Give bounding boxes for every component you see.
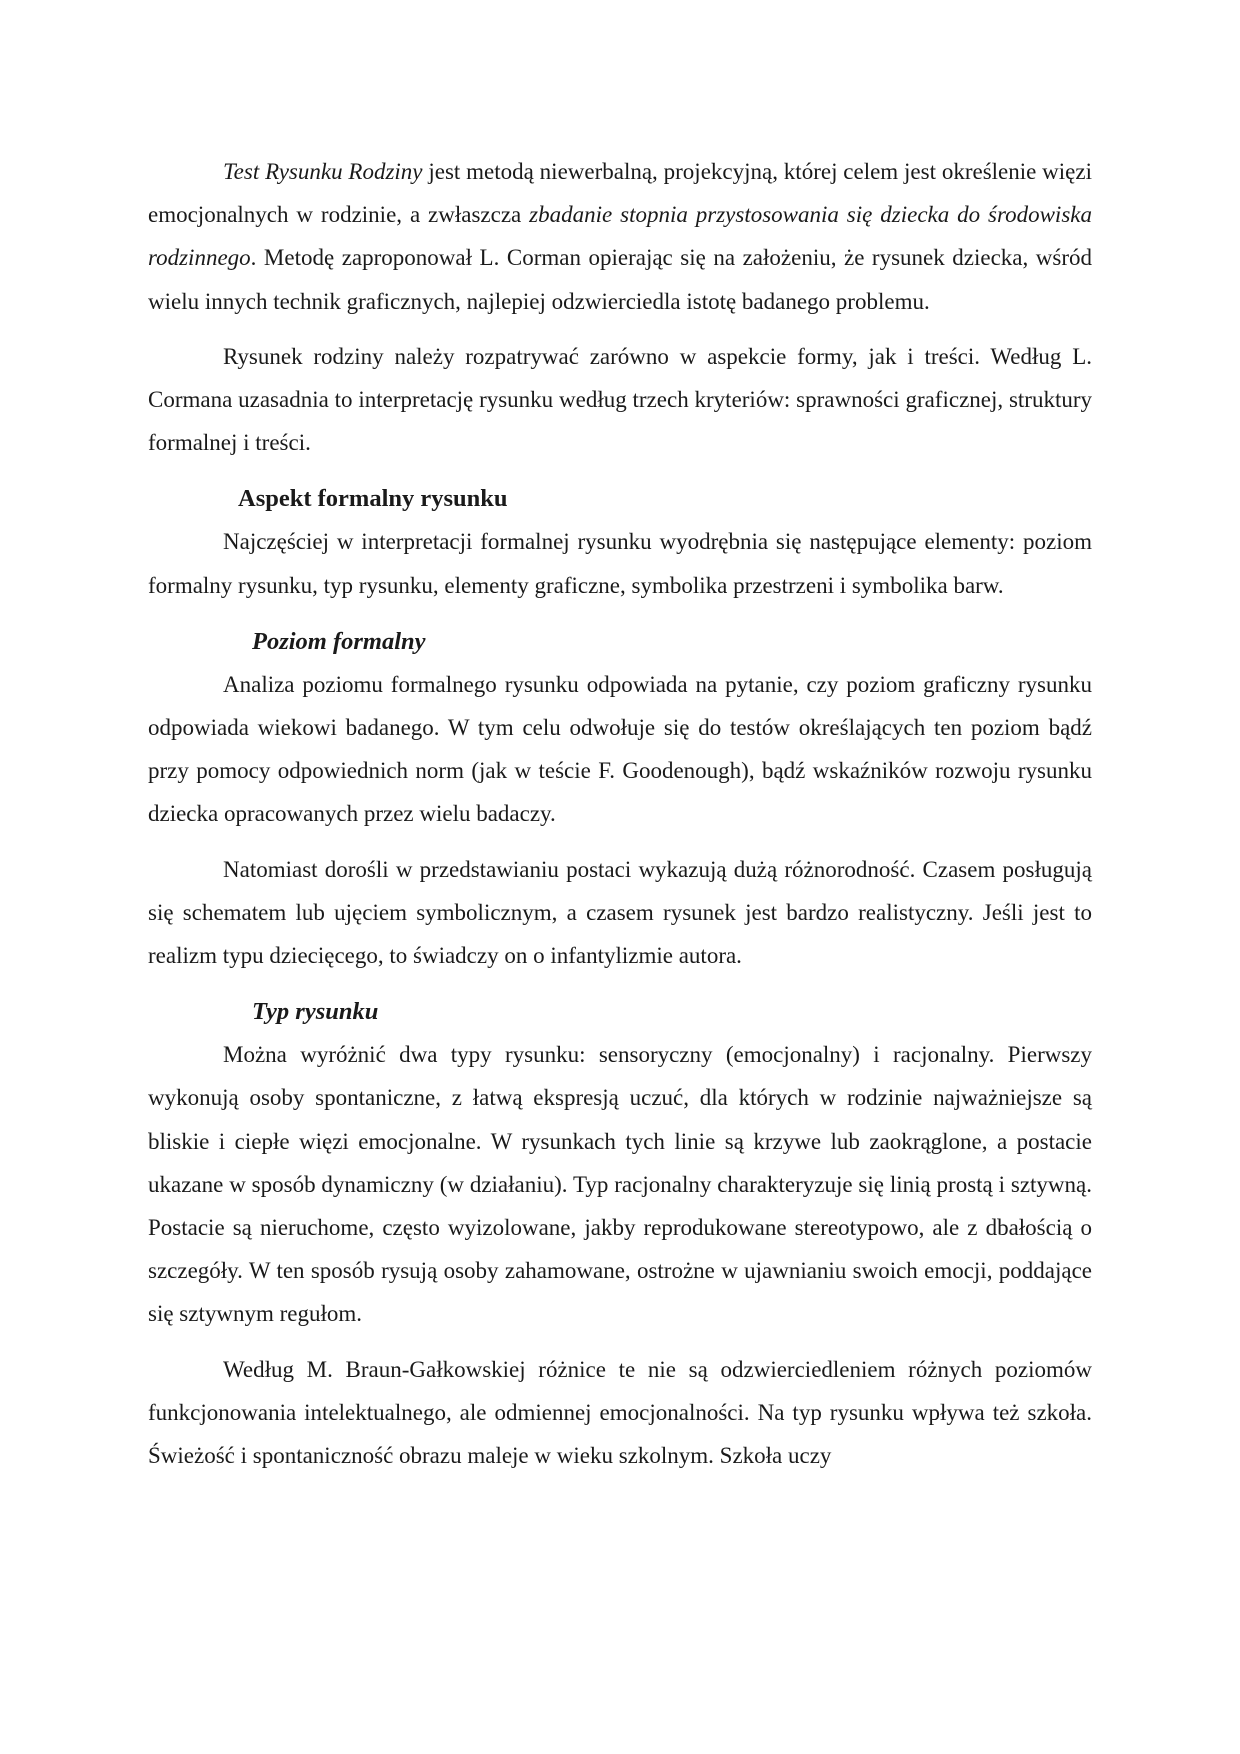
formal-paragraph-1: Najczęściej w interpretacji formalnej rysunku wyodrębnia się następujące elementy: poziom formalny rysunku, typ rysunku, elementy graficzne, symbolika przestrzeni i symbolika barw. bbox=[148, 529, 1092, 598]
emphasis-italic: zbadanie stopnia przystosowania się dziecka do środowiska rodzinnego bbox=[148, 202, 1092, 271]
test-name-italic: Test Rysunku Rodziny bbox=[223, 159, 423, 184]
heading-poziom-formalny: Poziom formalny bbox=[252, 627, 426, 655]
heading-aspekt-formalny: Aspekt formalny rysunku bbox=[238, 485, 508, 513]
heading-typ-rysunku: Typ rysunku bbox=[252, 998, 379, 1026]
intro-text-part-2: . Metodę zaproponował L. Corman opierając się na założeniu, że rysunek dziecka, wśród wielu innych technik graficznych, najlepiej odzwierciedla istotę badanego problemu. bbox=[148, 245, 1092, 314]
type-paragraph-2: Według M. Braun-Gałkowskiej różnice te nie są odzwierciedleniem różnych poziomów funkcjonowania intelektualnego, ale odmiennej emocjonalności. Na typ rysunku wpływa też szkoła. Świeżość i spontaniczność obrazu maleje w wieku szkolnym. Szkoła uczy bbox=[148, 1356, 1092, 1469]
type-paragraph-1: Można wyróżnić dwa typy rysunku: sensoryczny (emocjonalny) i racjonalny. Pierwszy wykonują osoby spontaniczne, z łatwą ekspresją uczuć, dla których w rodzinie najważniejsze są bliskie i ciepłe więzi emocjonalne. W rysunkach tych linie są krzywe lub zaokrąglone, a postacie ukazane w sposób dynamiczny (w działaniu). Typ racjonalny charakteryzuje się linią prostą i sztywną. Postacie są nieruchome, często wyizolowane, jakby reprodukowane stereotypowo, ale z dbałością o szczegóły. W ten sposób rysują osoby zahamowane, ostrożne w ujawnianiu swoich emocji, poddające się sztywnym regułom. bbox=[148, 1042, 1092, 1327]
intro-paragraph-2: Rysunek rodziny należy rozpatrywać zarówno w aspekcie formy, jak i treści. Według L. Cormana uzasadnia to interpretację rysunku według trzech kryteriów: sprawności graficznej, struktury formalnej i treści. bbox=[148, 343, 1092, 456]
level-paragraph-2: Natomiast dorośli w przedstawianiu postaci wykazują dużą różnorodność. Czasem posługują się schematem lub ujęciem symbolicznym, a czasem rysunek jest bardzo realistyczny. Jeśli jest to realizm typu dziecięcego, to świadczy on o infantylizmie autora. bbox=[148, 856, 1092, 969]
document-page bbox=[148, 150, 1092, 1477]
intro-text-part-1: jest metodą niewerbalną, projekcyjną, której celem jest określenie więzi emocjonalnych w rodzinie, a zwłaszcza bbox=[148, 159, 1092, 228]
intro-paragraph-1 bbox=[148, 150, 1092, 323]
level-paragraph-1: Analiza poziomu formalnego rysunku odpowiada na pytanie, czy poziom graficzny rysunku odpowiada wiekowi badanego. W tym celu odwołuje się do testów określających ten poziom bądź przy pomocy odpowiednich norm (jak w teście F. Goodenough), bądź wskaźników rozwoju rysunku dziecka opracowanych przez wielu badaczy. bbox=[148, 671, 1092, 827]
